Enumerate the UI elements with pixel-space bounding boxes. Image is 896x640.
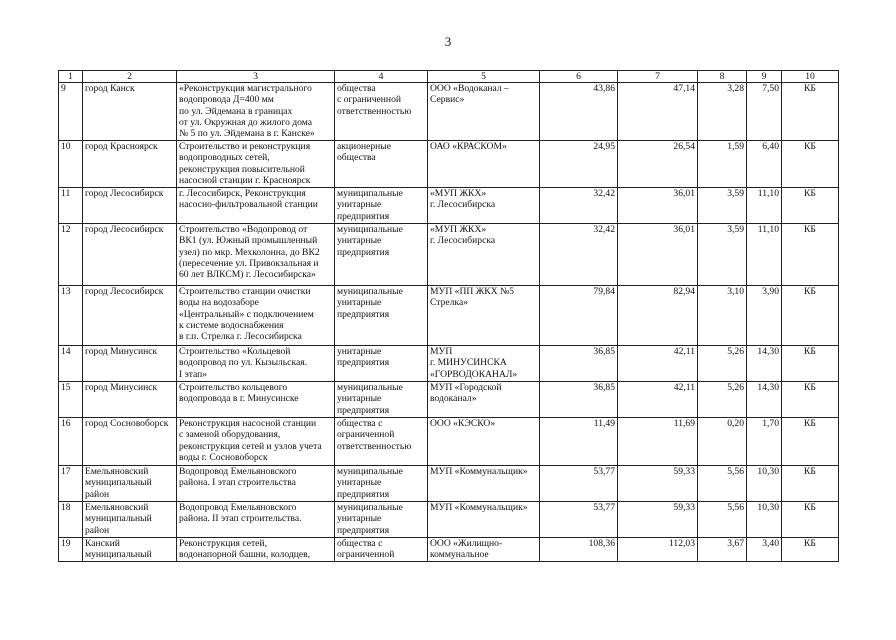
- value-col7: 42,11: [618, 346, 698, 382]
- funding-source-cell: КБ: [782, 83, 839, 141]
- organization-cell: ООО «Водоканал – Сервис»: [428, 83, 540, 141]
- value-col8: 3,67: [698, 538, 747, 562]
- table-header-row: [59, 71, 839, 83]
- value-col6: 108,36: [540, 538, 618, 562]
- value-col8: 1,59: [698, 141, 747, 188]
- funding-source-cell: КБ: [782, 382, 839, 418]
- value-col8: 3,10: [698, 286, 747, 346]
- value-col6: 11,49: [540, 418, 618, 466]
- column-header: 8: [698, 71, 747, 83]
- row-number: 12: [59, 224, 83, 286]
- project-cell: Реконструкция насосной станции с заменой оборудования, реконструкция сетей и узлов учета воды г. Сосновоборск: [177, 418, 335, 466]
- ownership-form-cell: акционерные общества: [335, 141, 428, 188]
- project-cell: Строительство и реконструкция водопроводных сетей, реконструкция повысительной насосной станции г. Красноярск: [177, 141, 335, 188]
- column-header: 6: [540, 71, 618, 83]
- column-header: 1: [59, 71, 83, 83]
- ownership-form-cell: муниципальные унитарные предприятия: [335, 224, 428, 286]
- value-col6: 36,85: [540, 346, 618, 382]
- value-col9: 3,40: [747, 538, 782, 562]
- ownership-form-cell: муниципальные унитарные предприятия: [335, 502, 428, 538]
- column-header: 3: [177, 71, 335, 83]
- municipality-cell: город Лесосибирск: [83, 286, 177, 346]
- funding-source-cell: КБ: [782, 418, 839, 466]
- table-row: [59, 466, 839, 502]
- row-number: 10: [59, 141, 83, 188]
- table-row: [59, 382, 839, 418]
- value-col6: 53,77: [540, 502, 618, 538]
- ownership-form-cell: муниципальные унитарные предприятия: [335, 466, 428, 502]
- value-col9: 1,70: [747, 418, 782, 466]
- funding-source-cell: КБ: [782, 538, 839, 562]
- value-col8: 5,56: [698, 502, 747, 538]
- ownership-form-cell: общества с ограниченной ответственностью: [335, 418, 428, 466]
- value-col9: 6,40: [747, 141, 782, 188]
- organization-cell: МУП г. МИНУСИНСКА «ГОРВОДОКАНАЛ»: [428, 346, 540, 382]
- project-cell: Реконструкция сетей, водонапорной башни, колодцев,: [177, 538, 335, 562]
- organization-cell: МУП «Городской водоканал»: [428, 382, 540, 418]
- project-cell: Водопровод Емельяновского района. I этап строительства: [177, 466, 335, 502]
- page-number: 3: [444, 34, 452, 49]
- value-col6: 79,84: [540, 286, 618, 346]
- organization-cell: ООО «Жилищно- коммунальное: [428, 538, 540, 562]
- funding-source-cell: КБ: [782, 141, 839, 188]
- table-row: [59, 83, 839, 141]
- value-col9: 14,30: [747, 346, 782, 382]
- value-col6: 32,42: [540, 188, 618, 224]
- ownership-form-cell: муниципальные унитарные предприятия: [335, 286, 428, 346]
- table-row: [59, 502, 839, 538]
- row-number: 16: [59, 418, 83, 466]
- row-number: 13: [59, 286, 83, 346]
- value-col8: 3,59: [698, 188, 747, 224]
- ownership-form-cell: унитарные предприятия: [335, 346, 428, 382]
- municipality-cell: город Красноярск: [83, 141, 177, 188]
- organization-cell: «МУП ЖКХ» г. Лесосибирска: [428, 224, 540, 286]
- organization-cell: ОАО «КРАСКОМ»: [428, 141, 540, 188]
- project-cell: г. Лесосибирск, Реконструкция насосно-фильтровальной станции: [177, 188, 335, 224]
- organization-cell: МУП «ПП ЖКХ №5 Стрелка»: [428, 286, 540, 346]
- value-col8: 5,26: [698, 346, 747, 382]
- value-col7: 42,11: [618, 382, 698, 418]
- value-col7: 26,54: [618, 141, 698, 188]
- value-col7: 59,33: [618, 502, 698, 538]
- project-cell: Строительство «Водопровод от ВК1 (ул. Южный промышленный узел) по мкр. Мехколонна, до ВК2 (пересечение ул. Привокзальная и 60 лет ВЛКСМ) г. Лесосибирска»: [177, 224, 335, 286]
- value-col6: 43,86: [540, 83, 618, 141]
- municipality-cell: Емельяновский муниципальный район: [83, 502, 177, 538]
- row-number: 19: [59, 538, 83, 562]
- value-col9: 11,10: [747, 188, 782, 224]
- funding-source-cell: КБ: [782, 466, 839, 502]
- row-number: 9: [59, 83, 83, 141]
- column-header: 9: [747, 71, 782, 83]
- value-col8: 3,59: [698, 224, 747, 286]
- column-header: 10: [782, 71, 839, 83]
- column-header: 7: [618, 71, 698, 83]
- municipality-cell: город Минусинск: [83, 346, 177, 382]
- column-header: 2: [83, 71, 177, 83]
- municipality-cell: Канский муниципальный: [83, 538, 177, 562]
- investment-table: [58, 70, 839, 562]
- municipality-cell: город Сосновоборск: [83, 418, 177, 466]
- value-col7: 59,33: [618, 466, 698, 502]
- ownership-form-cell: общества с ограниченной ответственностью: [335, 83, 428, 141]
- ownership-form-cell: муниципальные унитарные предприятия: [335, 382, 428, 418]
- value-col9: 14,30: [747, 382, 782, 418]
- table-row: [59, 188, 839, 224]
- organization-cell: «МУП ЖКХ» г. Лесосибирска: [428, 188, 540, 224]
- organization-cell: МУП «Коммунальщик»: [428, 466, 540, 502]
- funding-source-cell: КБ: [782, 502, 839, 538]
- ownership-form-cell: общества с ограниченной: [335, 538, 428, 562]
- value-col8: 3,28: [698, 83, 747, 141]
- value-col8: 0,20: [698, 418, 747, 466]
- value-col6: 32,42: [540, 224, 618, 286]
- project-cell: «Реконструкция магистрального водопровода Д=400 мм по ул. Эйдемана в границах от ул. Окружная до жилого дома № 5 по ул. Эйдемана в г. Канске»: [177, 83, 335, 141]
- funding-source-cell: КБ: [782, 346, 839, 382]
- row-number: 11: [59, 188, 83, 224]
- funding-source-cell: КБ: [782, 286, 839, 346]
- table-row: [59, 346, 839, 382]
- row-number: 17: [59, 466, 83, 502]
- value-col9: 10,30: [747, 466, 782, 502]
- value-col9: 11,10: [747, 224, 782, 286]
- value-col8: 5,56: [698, 466, 747, 502]
- value-col9: 10,30: [747, 502, 782, 538]
- value-col7: 47,14: [618, 83, 698, 141]
- table-row: [59, 141, 839, 188]
- row-number: 14: [59, 346, 83, 382]
- project-cell: Водопровод Емельяновского района. II этап строительства.: [177, 502, 335, 538]
- value-col7: 36,01: [618, 224, 698, 286]
- project-cell: Строительство кольцевого водопровода в г. Минусинске: [177, 382, 335, 418]
- municipality-cell: город Лесосибирск: [83, 188, 177, 224]
- project-cell: Строительство «Кольцевой водопровод по ул. Кызыльская. I этап»: [177, 346, 335, 382]
- municipality-cell: город Лесосибирск: [83, 224, 177, 286]
- funding-source-cell: КБ: [782, 224, 839, 286]
- value-col9: 3,90: [747, 286, 782, 346]
- column-header: 5: [428, 71, 540, 83]
- organization-cell: МУП «Коммунальщик»: [428, 502, 540, 538]
- table-row: [59, 224, 839, 286]
- row-number: 15: [59, 382, 83, 418]
- value-col6: 53,77: [540, 466, 618, 502]
- column-header: 4: [335, 71, 428, 83]
- value-col7: 112,03: [618, 538, 698, 562]
- ownership-form-cell: муниципальные унитарные предприятия: [335, 188, 428, 224]
- organization-cell: ООО «КЭСКО»: [428, 418, 540, 466]
- value-col9: 7,50: [747, 83, 782, 141]
- value-col6: 36,85: [540, 382, 618, 418]
- value-col8: 5,26: [698, 382, 747, 418]
- funding-source-cell: КБ: [782, 188, 839, 224]
- municipality-cell: Емельяновский муниципальный район: [83, 466, 177, 502]
- table-row: [59, 286, 839, 346]
- value-col6: 24,95: [540, 141, 618, 188]
- row-number: 18: [59, 502, 83, 538]
- table-row: [59, 538, 839, 562]
- table-row: [59, 418, 839, 466]
- value-col7: 82,94: [618, 286, 698, 346]
- value-col7: 36,01: [618, 188, 698, 224]
- project-cell: Строительство станции очистки воды на водозаборе «Центральный» с подключением к системе водоснабжения в г.п. Стрелка г. Лесосибирска: [177, 286, 335, 346]
- municipality-cell: город Минусинск: [83, 382, 177, 418]
- value-col7: 11,69: [618, 418, 698, 466]
- municipality-cell: город Канск: [83, 83, 177, 141]
